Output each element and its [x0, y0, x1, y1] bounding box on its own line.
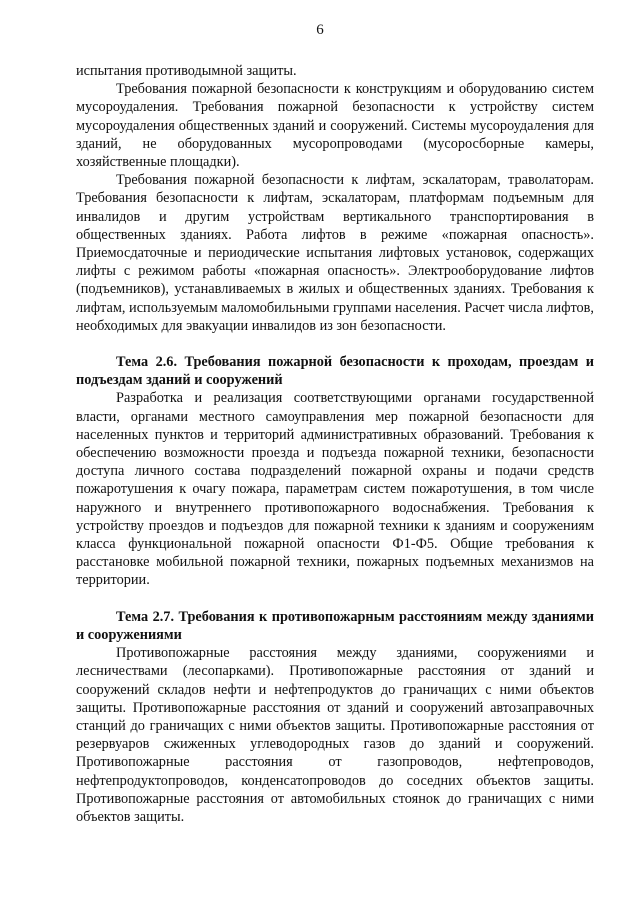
page-number: 6 [316, 22, 324, 38]
paragraph: Требования пожарной безопасности к конструкциям и оборудованию систем мусороудаления. Требования пожарной безопасности к устройству систем мусороудаления общественных зданий и сооружений. Системы мусороудаления для зданий, не оборудованных мусоропроводами (мусоросборные камеры, хозяйственные площадки). [76, 81, 594, 171]
page-content [76, 62, 594, 826]
paragraph: испытания противодымной защиты. [76, 63, 297, 79]
paragraph: Разработка и реализация соответствующими органами государственной власти, органами местного самоуправления мер пожарной безопасности для населенных пунктов и территорий административных образований. Требования к обеспечению возможности проезда и подъезда пожарной техники, безопасности доступа личного состава подразделений пожарной охраны и подачи средств пожаротушения к очагу пожара, параметрам систем пожаротушения, в том числе наружного и внутреннего противопожарного водоснабжения. Требования к устройству проездов и подъездов для пожарной техники к зданиям и сооружениям класса функциональной пожарной опасности Ф1-Ф5. Общие требования к расстановке мобильной пожарной техники, пожарных подъемных механизмов на территории. [76, 390, 594, 589]
section-heading: Тема 2.7. Требования к противопожарным расстояниям между зданиями и сооружениями [76, 608, 594, 643]
paragraph: Противопожарные расстояния между зданиями, сооружениями и лесничествами (лесопарками). Противопожарные расстояния от зданий и сооружений складов нефти и нефтепродуктов до граничащих с ними объектов защиты. Противопожарные расстояния от зданий и сооружений автозаправочных станций до граничащих с ними объектов защиты. Противопожарные расстояния от резервуаров сжиженных углеводородных газов до зданий и сооружений. Противопожарные расстояния от газопроводов, нефтепроводов, нефтепродуктопроводов, конденсатопроводов до соседних объектов защиты. Противопожарные расстояния от автомобильных стоянок до граничащих с ними объектов защиты. [76, 645, 594, 825]
paragraph: Требования пожарной безопасности к лифтам, эскалаторам, траволаторам. Требования безопасности к лифтам, эскалаторам, платформам подъемным для инвалидов и другим устройствам вертикального транспортирования в общественных зданиях. Работа лифтов в режиме «пожарная опасность». Приемосдаточные и периодические испытания лифтовых установок, содержащих лифты с режимом работы «пожарная опасность». Электрооборудование лифтов (подъемников), устанавливаемых в жилых и общественных зданиях. Требования к лифтам, используемым маломобильными группами населения. Расчет числа лифтов, необходимых для эвакуации инвалидов из зон безопасности. [76, 172, 594, 334]
section-spacer [76, 335, 594, 353]
section-heading: Тема 2.6. Требования пожарной безопасности к проходам, проездам и подъездам зданий и сооружений [76, 354, 594, 389]
section-spacer [76, 590, 594, 608]
